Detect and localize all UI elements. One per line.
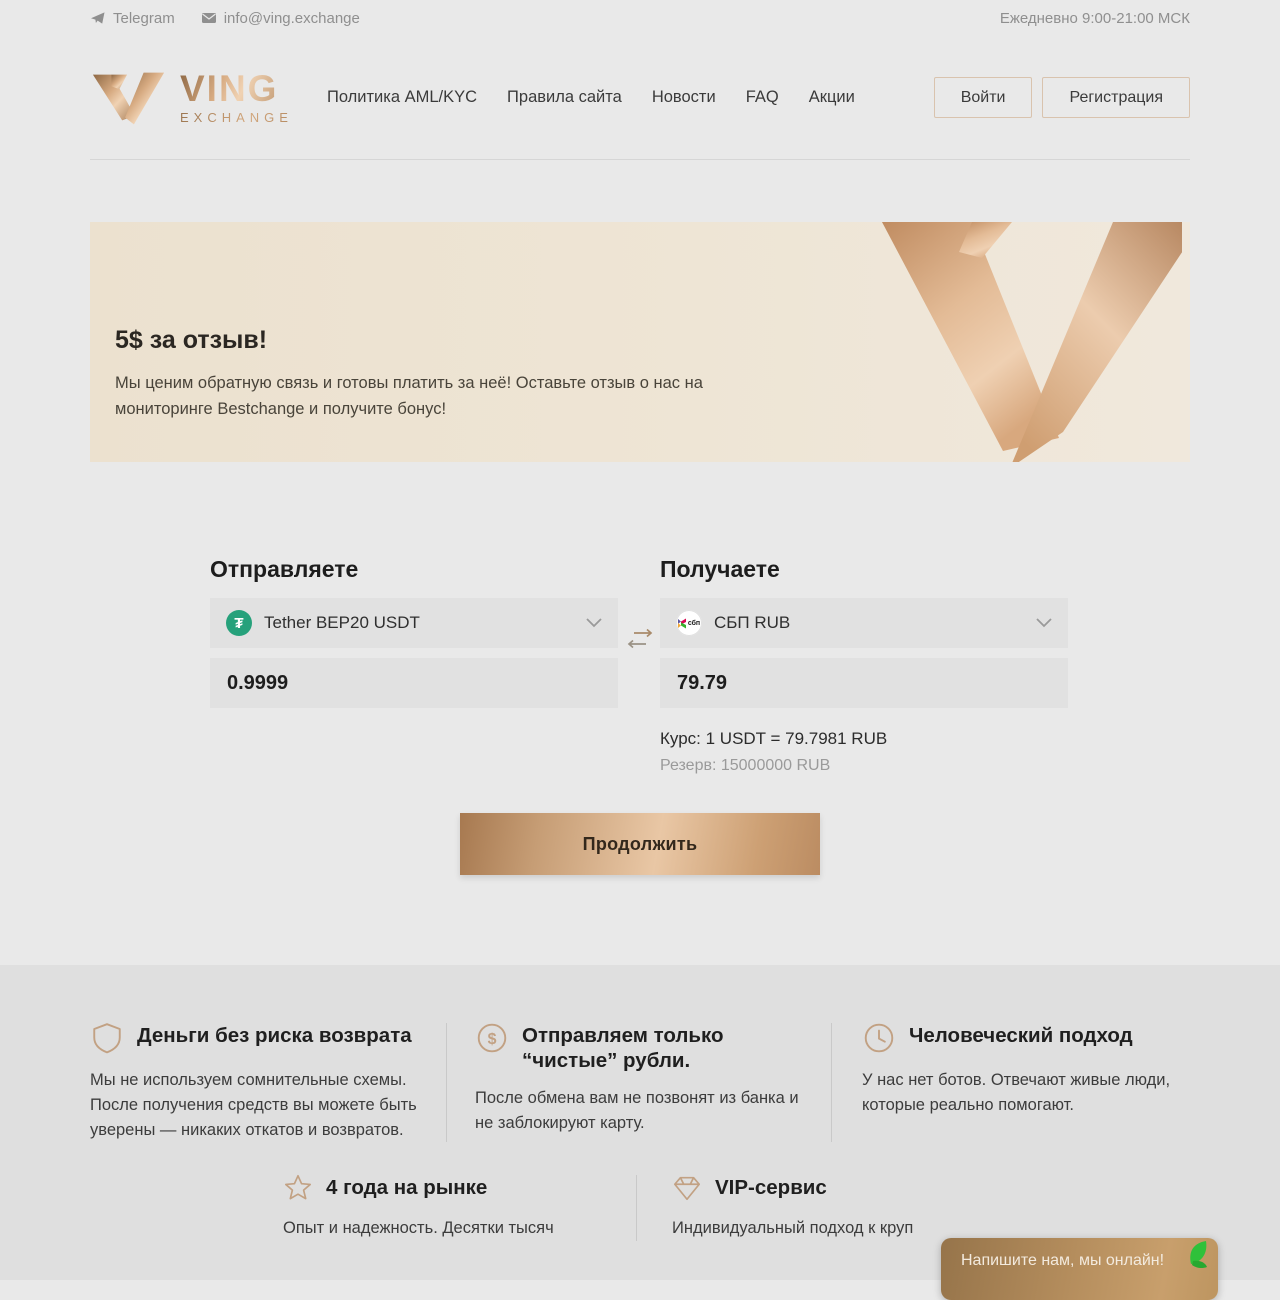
email-link[interactable] [201,10,360,27]
send-currency-select[interactable] [210,598,618,648]
leaf-icon [1176,1240,1210,1274]
exchange-rate: Курс: 1 USDT = 79.7981 RUB [660,729,888,748]
banner-title: 5$ за отзыв! [115,326,268,354]
send-column [210,556,618,775]
features-row-1 [90,965,1190,1142]
chat-status-text: Напишите нам, мы онлайн! [961,1252,1165,1269]
receive-amount-input[interactable] [660,658,1068,708]
promo-banner [90,222,1190,462]
feature-text: Индивидуальный подход к круп [672,1219,914,1238]
feature-text: Мы не используем сомнительные схемы. После получения средств вы можете быть уверены — никаких откатов и возвратов. [90,1071,417,1139]
feature-title: 4 года на рынке [326,1176,488,1200]
star-icon [283,1173,313,1203]
tether-icon [226,610,252,636]
continue-button[interactable]: Продолжить [460,813,820,875]
nav-item-aml-kyc[interactable]: Политика AML/KYC [326,88,478,106]
logo-text [180,70,293,125]
exchange-form [210,556,1068,775]
nav-item-faq[interactable]: FAQ [745,88,779,106]
exchange-reserve: Резерв: 15000000 RUB [660,757,831,774]
telegram-link[interactable] [90,10,175,27]
feature-text: После обмена вам не позвонят из банка и не заблокируют карту. [475,1089,799,1132]
chevron-down-icon [1036,618,1052,628]
banner-text: Мы ценим обратную связь и готовы платить за неё! Оставьте отзыв о нас на мониторинге Bestchange и получите бонус! [115,374,703,418]
feature-title: Отправляем только “чистые” рубли. [522,1024,724,1072]
sbp-label: сбп [687,619,701,627]
chat-widget[interactable] [941,1238,1218,1300]
feature-human-approach [832,1023,1190,1142]
send-amount-input[interactable] [210,658,618,708]
header-buttons [934,77,1190,118]
logo-name: VING [180,70,293,107]
logo-v-icon [90,69,168,127]
login-button[interactable]: Войти [934,77,1033,118]
shield-icon [90,1021,124,1055]
send-title: Отправляете [210,556,359,582]
topbar [90,0,1190,36]
feature-clean-rubles [447,1023,832,1142]
feature-title: Деньги без риска возврата [137,1024,412,1047]
main-content [90,222,1190,875]
register-button[interactable]: Регистрация [1042,77,1190,118]
nav-item-news[interactable]: Новости [651,88,716,106]
feature-title: Человеческий подход [909,1024,1133,1047]
receive-title: Получаете [660,556,780,582]
feature-text: Опыт и надежность. Десятки тысяч [283,1219,554,1238]
banner-content [90,222,1190,422]
features-section [0,965,1280,1280]
feature-no-chargeback [90,1023,447,1142]
sbp-icon [676,610,702,636]
mail-icon [201,10,217,26]
feature-vip-service [637,1175,913,1241]
logo[interactable] [90,69,293,127]
receive-currency-select[interactable] [660,598,1068,648]
receive-column [660,556,1068,775]
header [90,36,1190,160]
work-hours: Ежедневно 9:00-21:00 МСК [999,9,1190,27]
clock-icon [862,1021,896,1055]
feature-years-on-market [283,1175,637,1241]
feature-title: VIP-сервис [715,1176,827,1200]
svg-text:$: $ [487,1030,497,1048]
dollar-circle-icon [475,1021,509,1055]
main-nav [327,88,855,107]
tether-symbol: ₮ [234,614,244,632]
swap-icon[interactable] [625,628,655,650]
features-row-2 [90,1175,1190,1241]
telegram-label: Telegram [113,9,175,27]
feature-text: У нас нет ботов. Отвечают живые люди, которые реально помогают. [862,1071,1171,1114]
chevron-down-icon [586,618,602,628]
diamond-icon [672,1173,702,1203]
telegram-icon [90,10,106,26]
logo-subtitle: EXCHANGE [180,110,293,125]
nav-item-rules[interactable]: Правила сайта [507,88,622,106]
send-currency-label: Tether BEP20 USDT [264,613,420,632]
nav-item-promos[interactable]: Акции [808,88,855,106]
receive-currency-label: СБП RUB [714,613,791,632]
email-label: info@ving.exchange [223,9,360,27]
exchange-gap [618,556,660,775]
